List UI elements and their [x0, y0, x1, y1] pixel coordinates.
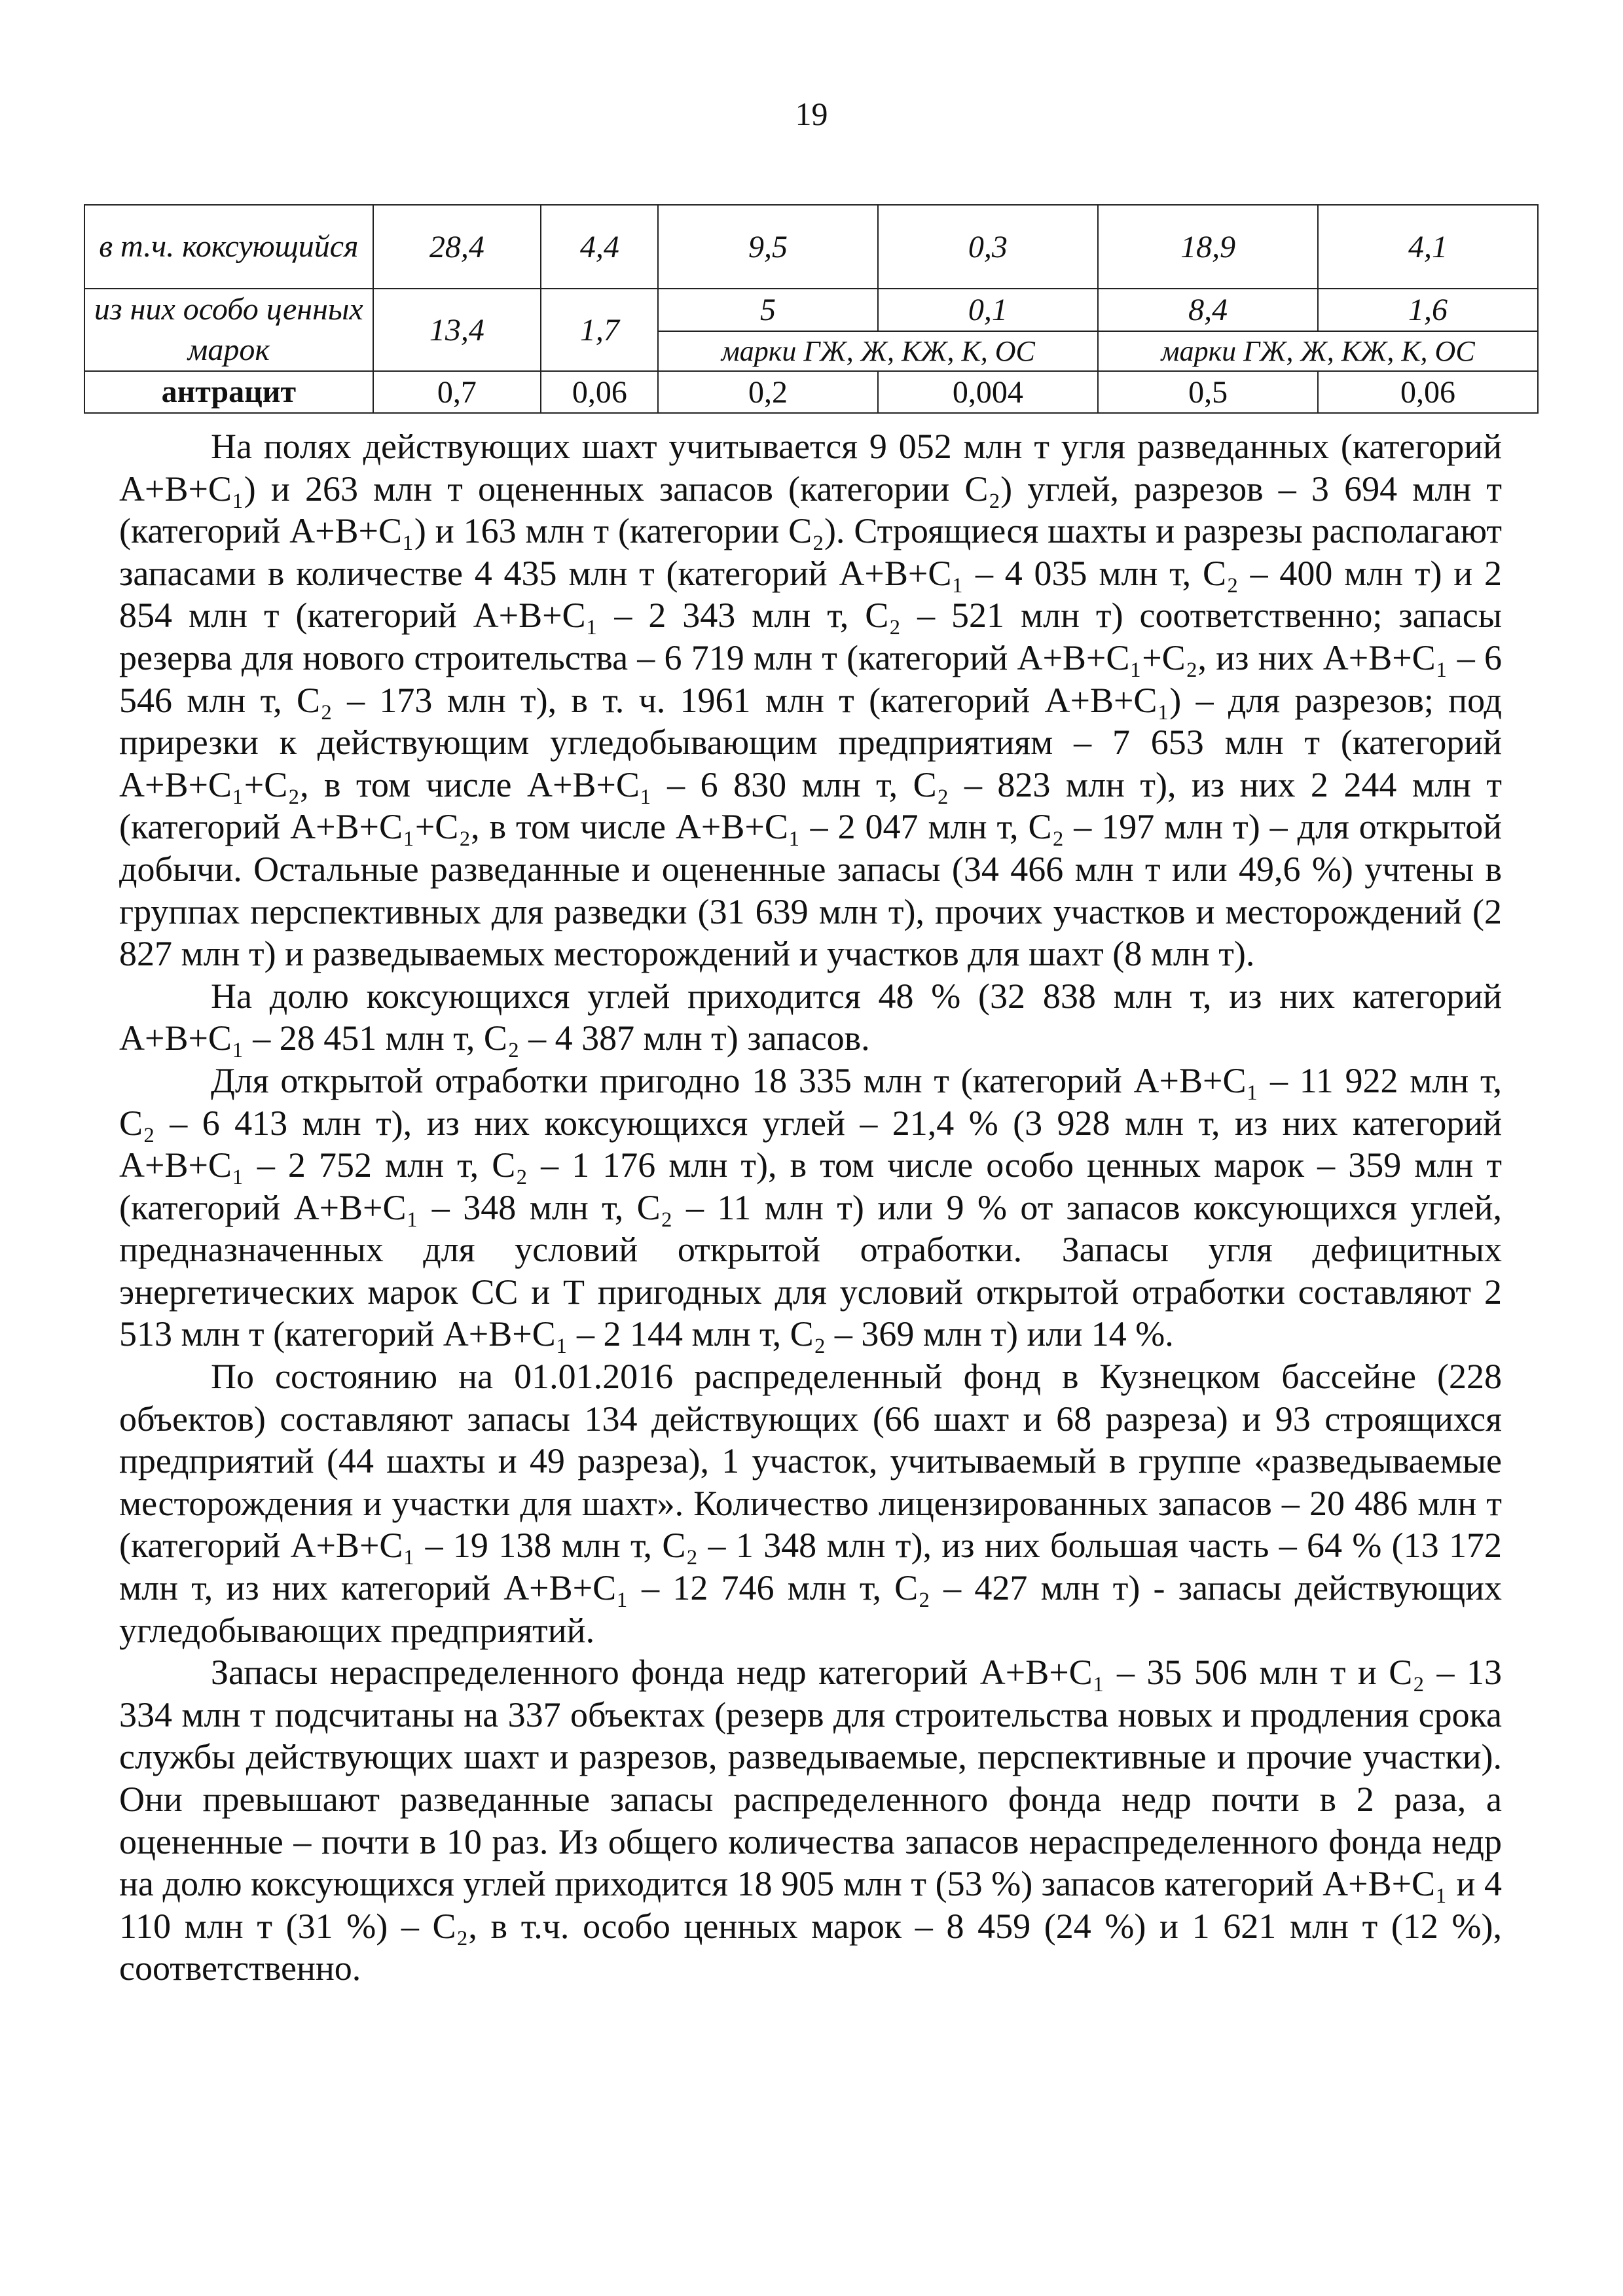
table-cell: 8,4 — [1098, 289, 1318, 331]
table-cell: 4,4 — [541, 205, 658, 289]
table-cell: 0,7 — [373, 371, 541, 413]
row-label: в т.ч. коксующийся — [84, 205, 373, 289]
grades-note-right: марки ГЖ, Ж, КЖ, К, ОС — [1098, 331, 1538, 371]
table-row — [84, 289, 1538, 331]
paragraph: Для открытой отработки пригодно 18 335 млн т (категорий А+В+С₁ – 11 922 млн т, С₂ – 6 413 млн т), из них коксующихся углей – 21,4 % (3 928 млн т, из них категорий А+В+С₁ – 2 752 млн т, С₂ – 1 176 млн т), в том числе особо ценных марок – 359 млн т (категорий А+В+С₁ – 348 млн т, С₂ – 11 млн т) или 9 % от запасов коксующихся углей, предназначенных для условий открытой отработки. Запасы угля дефицитных энергетических марок СС и Т пригодных для условий открытой отработки составляют 2 513 млн т (категорий А+В+С₁ – 2 144 млн т, С₂ – 369 млн т) или 14 %. — [119, 1060, 1502, 1354]
table-row — [84, 371, 1538, 413]
table-cell: 13,4 — [373, 289, 541, 371]
table-cell: 0,2 — [658, 371, 877, 413]
table-cell: 0,06 — [1318, 371, 1538, 413]
table-cell: 0,3 — [878, 205, 1099, 289]
table-cell: 18,9 — [1098, 205, 1318, 289]
page-number: 19 — [795, 96, 828, 132]
table-cell: 0,1 — [878, 289, 1099, 331]
body-text — [119, 425, 1502, 1990]
grades-note-left: марки ГЖ, Ж, КЖ, К, ОС — [658, 331, 1098, 371]
paragraph: Запасы нераспределенного фонда недр категорий А+В+С₁ – 35 506 млн т и С₂ – 13 334 млн т подсчитаны на 337 объектах (резерв для строительства новых и продления срока службы действующих шахт и разрезов, разведываемые, перспективные и прочие участки). Они превышают разведанные запасы распределенного фонда недр почти в 2 раза, а оцененные – почти в 10 раз. Из общего количества запасов нераспределенного фонда недр на долю коксующихся углей приходится 18 905 млн т (53 %) запасов категорий А+В+С₁ и 4 110 млн т (31 %) – С₂, в т.ч. особо ценных марок – 8 459 (24 %) и 1 621 млн т (12 %), соответственно. — [119, 1653, 1502, 1988]
table-cell: 0,004 — [878, 371, 1099, 413]
row-label: из них особо ценных марок — [84, 289, 373, 371]
table-row — [84, 205, 1538, 289]
paragraph: На долю коксующихся углей приходится 48 % (32 838 млн т, из них категорий А+В+С₁ – 28 451 млн т, С₂ – 4 387 млн т) запасов. — [119, 976, 1502, 1058]
table-cell: 1,6 — [1318, 289, 1538, 331]
table-cell: 28,4 — [373, 205, 541, 289]
table-cell: 4,1 — [1318, 205, 1538, 289]
table-cell: 1,7 — [541, 289, 658, 371]
table-cell: 0,5 — [1098, 371, 1318, 413]
paragraph: На полях действующих шахт учитывается 9 052 млн т угля разведанных (категорий А+В+С₁) и 263 млн т оцененных запасов (категории С₂) углей, разрезов – 3 694 млн т (категорий А+В+С₁) и 163 млн т (категории С₂). Строящиеся шахты и разрезы располагают запасами в количестве 4 435 млн т (категорий А+В+С₁ – 4 035 млн т, С₂ – 400 млн т) и 2 854 млн т (категорий А+В+С₁ – 2 343 млн т, С₂ – 521 млн т) соответственно; запасы резерва для нового строительства – 6 719 млн т (категорий А+В+С₁+С₂, из них А+В+С₁ – 6 546 млн т, С₂ – 173 млн т), в т. ч. 1961 млн т (категорий А+В+С₁) – для разрезов; под прирезки к действующим угледобывающим предприятиям – 7 653 млн т (категорий А+В+С₁+С₂, в том числе А+В+С₁ – 6 830 млн т, С₂ – 823 млн т), из них 2 244 млн т (категорий А+В+С₁+С₂, в том числе А+В+С₁ – 2 047 млн т, С₂ – 197 млн т) – для открытой добычи. Остальные разведанные и оцененные запасы (34 466 млн т или 49,6 %) учтены в группах перспективных для разведки (31 639 млн т), прочих участков и месторождений (2 827 млн т) и разведываемых месторождений и участков для шахт (8 млн т). — [119, 427, 1502, 974]
row-label: антрацит — [84, 371, 373, 413]
paragraph: По состоянию на 01.01.2016 распределенный фонд в Кузнецком бассейне (228 объектов) составляют запасы 134 действующих (66 шахт и 68 разреза) и 93 строящихся предприятий (44 шахты и 49 разреза), 1 участок, учитываемый в группе «разведываемые месторождения и участки для шахт». Количество лицензированных запасов – 20 486 млн т (категорий А+В+С₁ – 19 138 млн т, С₂ – 1 348 млн т), из них большая часть – 64 % (13 172 млн т, из них категорий А+В+С₁ – 12 746 млн т, С₂ – 427 млн т) - запасы действующих угледобывающих предприятий. — [119, 1357, 1502, 1650]
coal-reserves-table — [84, 204, 1539, 414]
table-cell: 9,5 — [658, 205, 877, 289]
table-cell: 0,06 — [541, 371, 658, 413]
table-cell: 5 — [658, 289, 877, 331]
